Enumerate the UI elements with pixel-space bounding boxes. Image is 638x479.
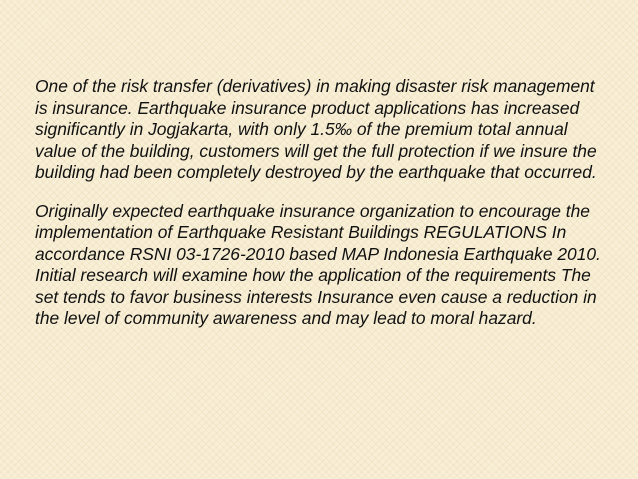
paragraph-insurance-intro: One of the risk transfer (derivatives) in making disaster risk management is insurance. Earthquake insurance product applications has increased significantly in Jogjakarta, with only 1.5‰ of the premium total annual value of the building, customers will get the full protection if we insure the building had been completely destroyed by the earthquake that occurred.	[35, 76, 597, 182]
paragraph-insurance-regulations: Originally expected earthquake insurance organization to encourage the implementation of Earthquake Resistant Buildings REGULATIONS In accordance RSNI 03-1726-2010 based MAP Indonesia Earthquake 2010. Initial research will examine how the application of the requirements The set tends to favor business interests Insurance even cause a reduction in the level of community awareness and may lead to moral hazard.	[35, 200, 601, 328]
slide-body	[35, 76, 610, 330]
